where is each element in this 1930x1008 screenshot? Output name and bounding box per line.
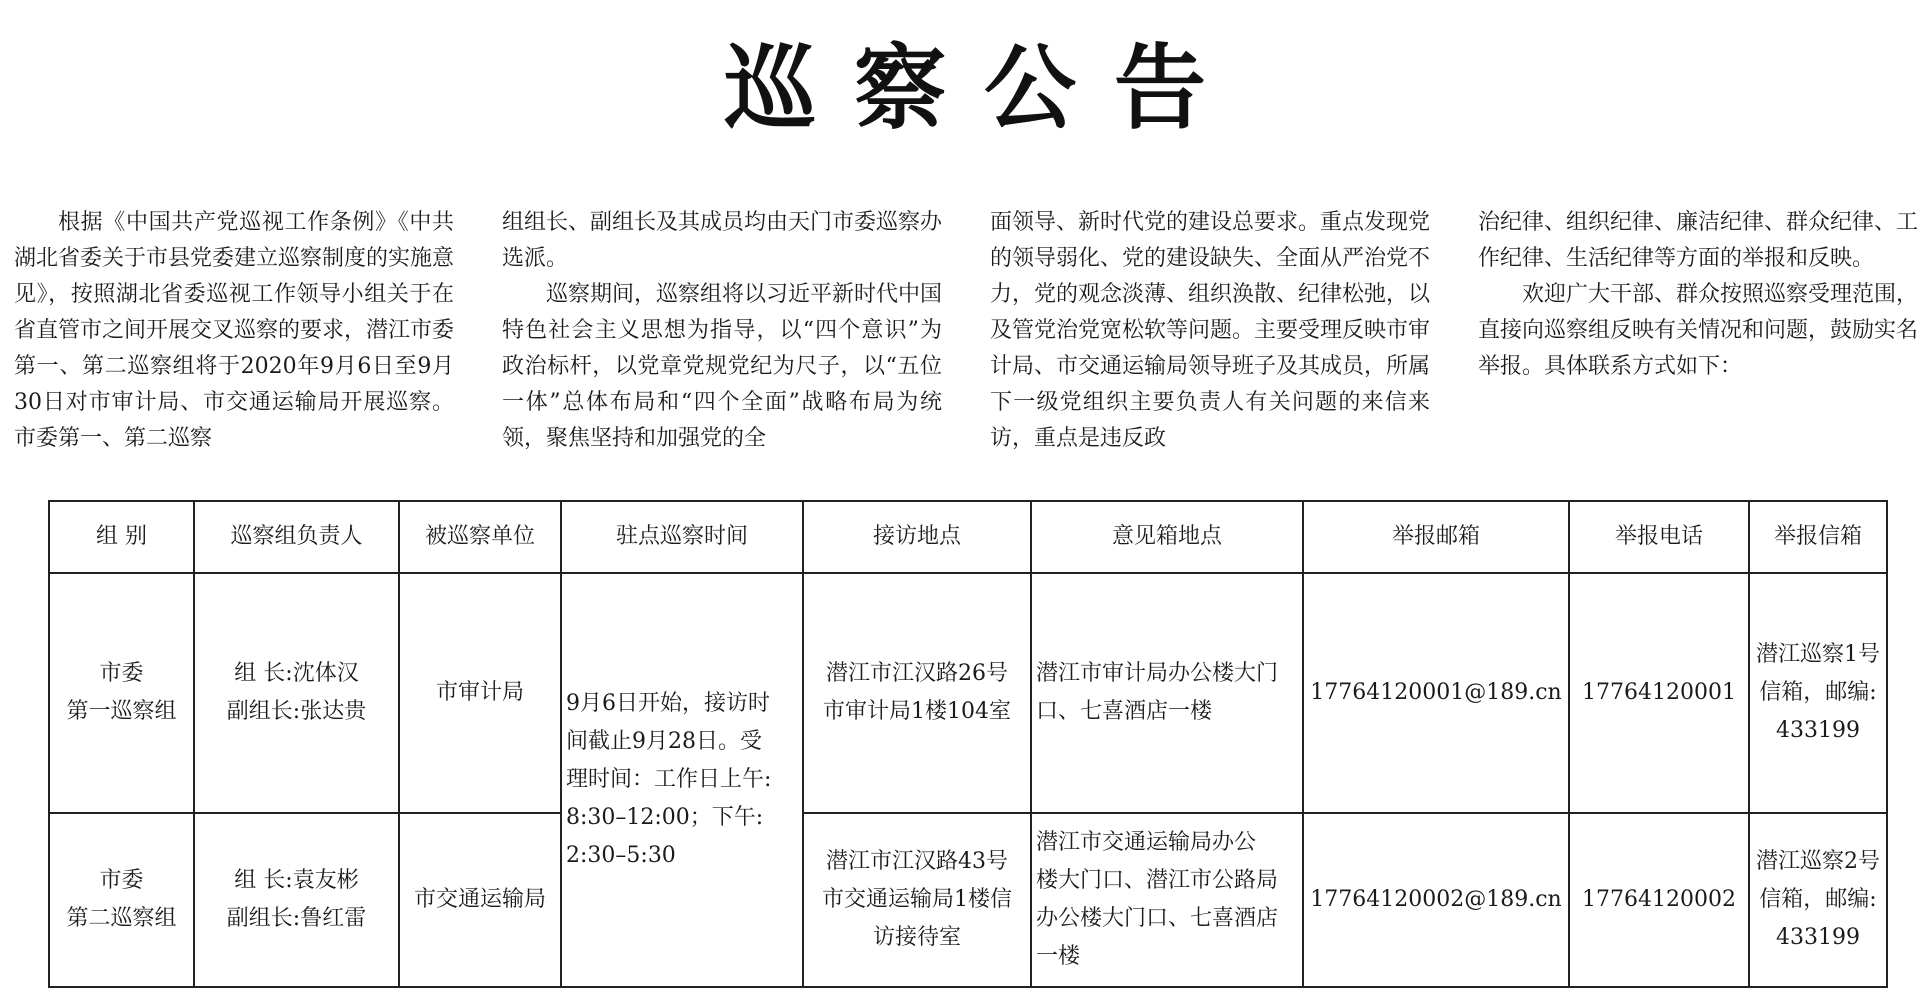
cell-reception: 潜江市江汉路26号 市审计局1楼104室	[803, 573, 1031, 813]
cell-time: 9月6日开始，接访时 间截止9月28日。受 理时间：工作日上午: 8:30–12:00；下午: 2:30–5:30	[561, 573, 803, 987]
cell-phone: 17764120002	[1569, 813, 1749, 987]
header-unit: 被巡察单位	[399, 501, 561, 573]
cell-unit: 市交通运输局	[399, 813, 561, 987]
header-group: 组 别	[49, 501, 194, 573]
cell-mailbox-location: 潜江市交通运输局办公 楼大门口、潜江市公路局 办公楼大门口、七喜酒店 一楼	[1031, 813, 1303, 987]
cell-email: 17764120002@189.cn	[1303, 813, 1569, 987]
paragraph: 面领导、新时代党的建设总要求。重点发现党的领导弱化、党的建设缺失、全面从严治党不力，党的观念淡薄、组织涣散、纪律松弛，以及管党治党宽松软等问题。主要受理反映市审计局、市交通运输局领导班子及其成员，所属下一级党组织主要负责人有关问题的来信来访，重点是违反政	[990, 210, 1431, 451]
body-column-2	[502, 205, 942, 457]
table-row	[49, 573, 1887, 813]
contact-table	[48, 500, 1888, 988]
cell-letterbox: 潜江巡察1号 信箱，邮编: 433199	[1749, 573, 1887, 813]
cell-unit: 市审计局	[399, 573, 561, 813]
paragraph: 欢迎广大干部、群众按照巡察受理范围，直接向巡察组反映有关情况和问题，鼓励实名举报。具体联系方式如下：	[1478, 282, 1919, 379]
table-row	[49, 813, 1887, 987]
paragraph: 巡察期间，巡察组将以习近平新时代中国特色社会主义思想为指导，以“四个意识”为政治标杆，以党章党规党纪为尺子，以“五位一体”总体布局和“四个全面”战略布局为统领，聚焦坚持和加强党的全	[502, 282, 943, 451]
cell-email: 17764120001@189.cn	[1303, 573, 1569, 813]
cell-phone: 17764120001	[1569, 573, 1749, 813]
header-reception: 接访地点	[803, 501, 1031, 573]
cell-group: 市委 第二巡察组	[49, 813, 194, 987]
body-column-1	[14, 205, 454, 457]
table-header-row	[49, 501, 1887, 573]
header-leaders: 巡察组负责人	[194, 501, 399, 573]
header-phone: 举报电话	[1569, 501, 1749, 573]
header-letterbox: 举报信箱	[1749, 501, 1887, 573]
cell-reception: 潜江市江汉路43号 市交通运输局1楼信 访接待室	[803, 813, 1031, 987]
cell-leaders: 组 长:沈体汉 副组长:张达贵	[194, 573, 399, 813]
header-email: 举报邮箱	[1303, 501, 1569, 573]
paragraph: 根据《中国共产党巡视工作条例》《中共湖北省委关于市县党委建立巡察制度的实施意见》，按照湖北省委巡视工作领导小组关于在省直管市之间开展交叉巡察的要求，潜江市委第一、第二巡察组将于2020年9月6日至9月30日对市审计局、市交通运输局开展巡察。市委第一、第二巡察	[14, 210, 455, 451]
header-mailbox-location: 意见箱地点	[1031, 501, 1303, 573]
body-column-3	[990, 205, 1430, 457]
paragraph: 治纪律、组织纪律、廉洁纪律、群众纪律、工作纪律、生活纪律等方面的举报和反映。	[1478, 210, 1919, 271]
cell-leaders: 组 长:袁友彬 副组长:鲁红雷	[194, 813, 399, 987]
cell-mailbox-location: 潜江市审计局办公楼大门 口、七喜酒店一楼	[1031, 573, 1303, 813]
header-time: 驻点巡察时间	[561, 501, 803, 573]
body-column-4	[1478, 205, 1918, 385]
page-title: 巡察公告	[723, 34, 1244, 142]
paragraph: 组组长、副组长及其成员均由天门市委巡察办选派。	[502, 210, 943, 271]
cell-group: 市委 第一巡察组	[49, 573, 194, 813]
cell-letterbox: 潜江巡察2号 信箱，邮编: 433199	[1749, 813, 1887, 987]
